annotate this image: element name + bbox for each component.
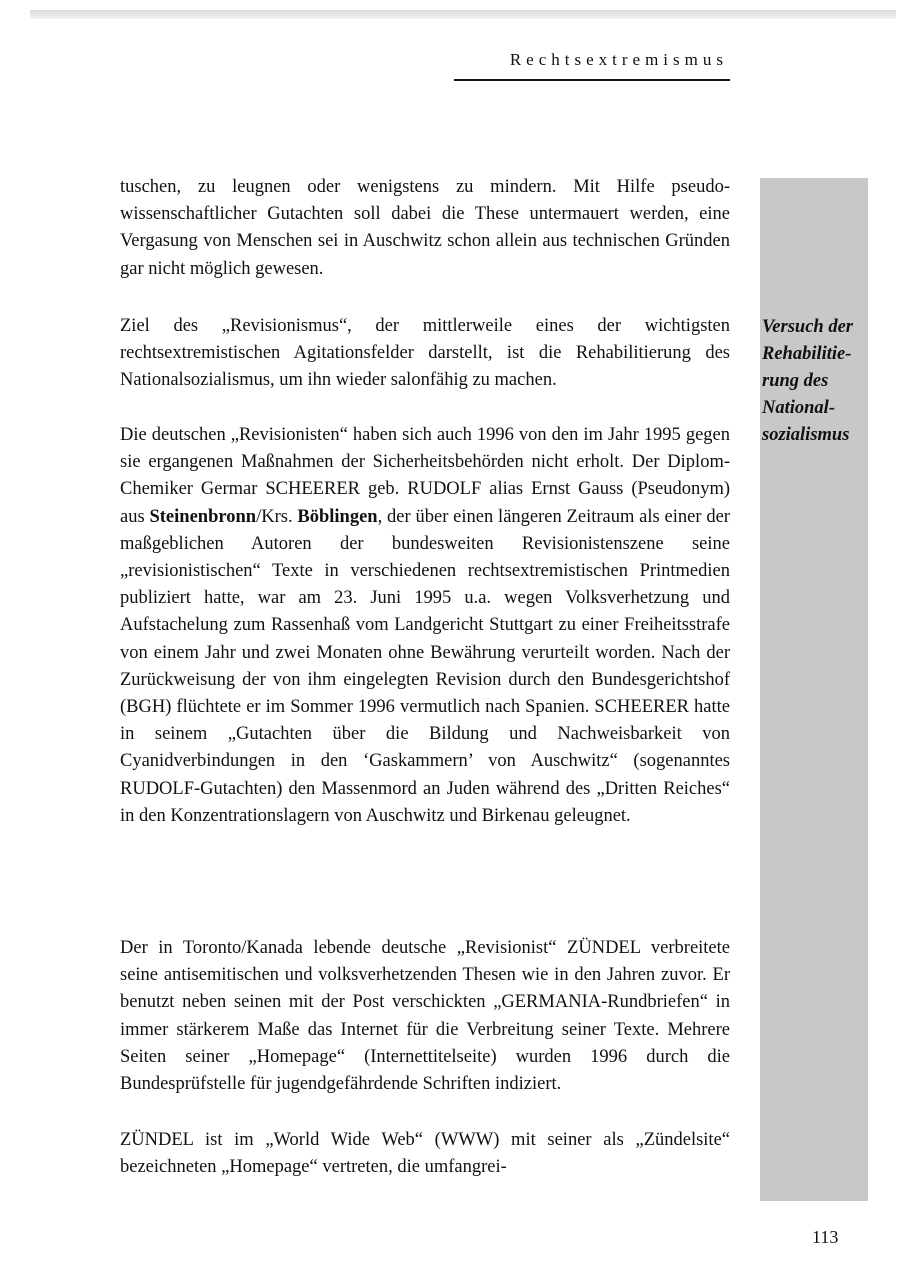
place-name-bold: Steinenbronn [149,506,257,527]
margin-note-line: rung des [762,371,829,391]
margin-note-line: Rehabilitie- [762,344,852,364]
paragraph-text: tuschen, zu leugnen oder wenigstens zu mindern. Mit Hilfe pseudo-wissenschaftlicher Gutachten soll dabei die These untermauert werden, eine Vergasung von Menschen sei in Auschwitz schon allein aus technischen Gründen gar nicht möglich gewesen. [120,177,730,279]
paragraph [120,422,730,830]
paragraph-text: Ziel des „Revisionismus“, der mittlerweile eines der wichtigsten rechtsextremistischen Agitationsfelder darstellt, ist die Rehabilitierung des Nationalsozialismus, um ihn wieder salonfähig zu machen. [120,316,730,391]
paragraph [120,174,730,283]
paragraph-text [120,422,730,830]
paragraph [120,313,730,395]
margin-note-line: National- [762,398,835,418]
paragraph-text: Der in Toronto/Kanada lebende deutsche „Revisionist“ ZÜNDEL verbreitete seine antisemitischen und volksverhetzenden Thesen wie in den Jahren zuvor. Er benutzt neben seinen mit der Post verschickten „GERMANIA-Rundbriefen“ in immer stärkerem Maße das Internet für die Verbreitung seiner Texte. Mehrere Seiten seiner „Homepage“ (Internettitelseite) wurden 1996 durch die Bundesprüfstelle für jugendgefährdende Schriften indiziert. [120,938,730,1095]
running-header: Rechtsextremismus [509,50,728,69]
margin-note-line: Versuch der [762,317,853,337]
place-name-bold: Böblingen [297,506,378,527]
scan-top-shadow [30,10,896,19]
text-run: /Krs. [256,506,298,527]
margin-note [762,314,872,449]
paragraph-text: ZÜNDEL ist im „World Wide Web“ (WWW) mit seiner als „Zündelsite“ bezeichneten „Homepage“ vertreten, die umfangrei- [120,1130,730,1178]
margin-note-line: sozialismus [762,425,850,445]
page-number: 113 [812,1227,839,1247]
paragraph [120,935,730,1098]
header-rule [454,79,730,81]
text-run: , der über einen längeren Zeitraum als einer der maßgeblichen Autoren der bundesweiten Revisionistenszene seine „revisionistischen“ Texte in verschiedenen rechtsextremistischen Printmedien publiziert hatte, war am 23. Juni 1995 u.a. wegen Volksverhetzung und Aufstachelung zum Rassenhaß vom Landgericht Stuttgart zu einer Freiheitsstrafe von einem Jahr und zwei Monaten ohne Bewährung verurteilt worden. Nach der Zurückweisung der von ihm eingelegten Revision durch den Bundesgerichtshof (BGH) flüchtete er im Sommer 1996 vermutlich nach Spanien. SCHEERER hatte in seinem „Gutachten über die Bildung und Nachweisbarkeit von Cyanidverbindungen in den ‘Gaskammern’ von Auschwitz“ (sogenanntes RUDOLF-Gutachten) den Massenmord an Juden während des „Dritten Reiches“ in den Konzentrationslagern von Auschwitz und Birkenau geleugnet. [120,506,730,826]
paragraph [120,1127,730,1181]
text-run: Die deutschen „Revisionisten“ haben sich auch 1996 von den im Jahr 1995 gegen sie ergangenen Maßnahmen der Sicherheitsbehörden nicht erholt. Der Diplom-Chemiker Germar SCHEERER geb. RUDOLF alias Ernst Gauss (Pseudonym) aus [120,425,730,527]
